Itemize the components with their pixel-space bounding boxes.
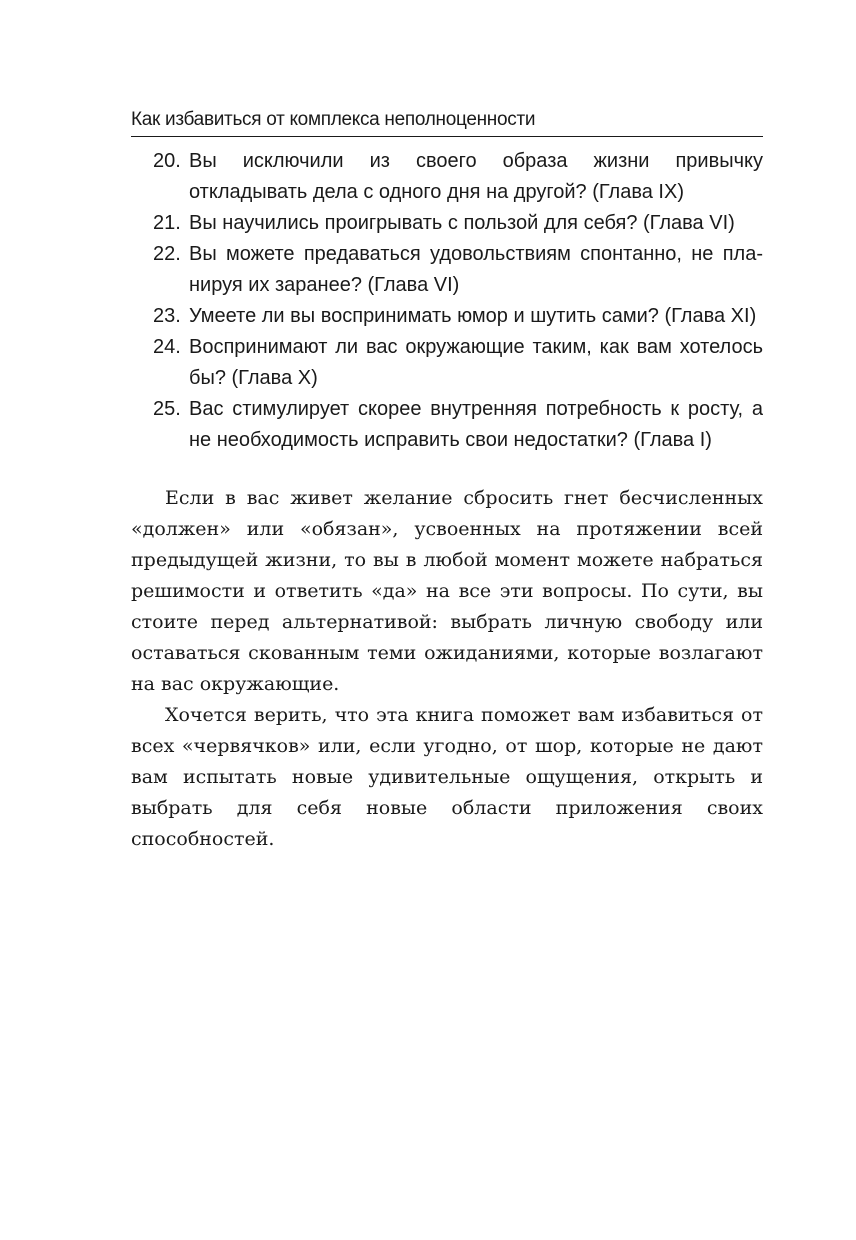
paragraph: Хочется верить, что эта книга поможет вам избавиться от всех «червячков» или, если угодно, от шор, которые не дают вам испытать новые удивительные ощущения, открыть и выбрать для себя новые области приложения своих способностей. xyxy=(131,704,763,850)
question-text: Умеете ли вы воспринимать юмор и шутить сами? (Глава XI) xyxy=(189,305,757,327)
question-number: 25. xyxy=(153,398,181,420)
question-number: 23. xyxy=(153,305,181,327)
question-text: Вы можете предаваться удовольствиям спонтанно, не планируя их заранее? (Глава VI) xyxy=(189,243,763,296)
question-item xyxy=(131,146,763,208)
question-item xyxy=(131,332,763,394)
question-item xyxy=(131,239,763,301)
question-text: Вас стимулирует скорее внутренняя потребность к росту, а не необходимость исправить свои недостатки? (Глава I) xyxy=(189,398,763,451)
body-text xyxy=(131,483,763,855)
question-item xyxy=(131,208,763,239)
question-number: 20. xyxy=(153,150,181,172)
question-number: 24. xyxy=(153,336,181,358)
question-text: Вы исключили из своего образа жизни привычку откладывать дела с одного дня на другой? (Глава IX) xyxy=(189,150,763,203)
book-page xyxy=(131,108,763,855)
question-text: Вы научились проигрывать с пользой для себя? (Глава VI) xyxy=(189,212,735,234)
question-number: 21. xyxy=(153,212,181,234)
question-number: 22. xyxy=(153,243,181,265)
question-text: Воспринимают ли вас окружающие таким, как вам хотелось бы? (Глава X) xyxy=(189,336,763,389)
running-header: Как избавиться от комплекса неполноценности xyxy=(131,108,763,137)
paragraph: Если в вас живет желание сбросить гнет бесчисленных «должен» или «обязан», усвоенных на протяжении всей предыдущей жизни, то вы в любой момент можете набраться решимости и ответить «да» на все эти вопросы. По сути, вы стоите перед альтернативой: выбрать личную свободу или оставаться скованным теми ожиданиями, которые возлагают на вас окружающие. xyxy=(131,487,763,695)
question-item xyxy=(131,301,763,332)
question-item xyxy=(131,394,763,456)
question-list xyxy=(131,146,763,456)
